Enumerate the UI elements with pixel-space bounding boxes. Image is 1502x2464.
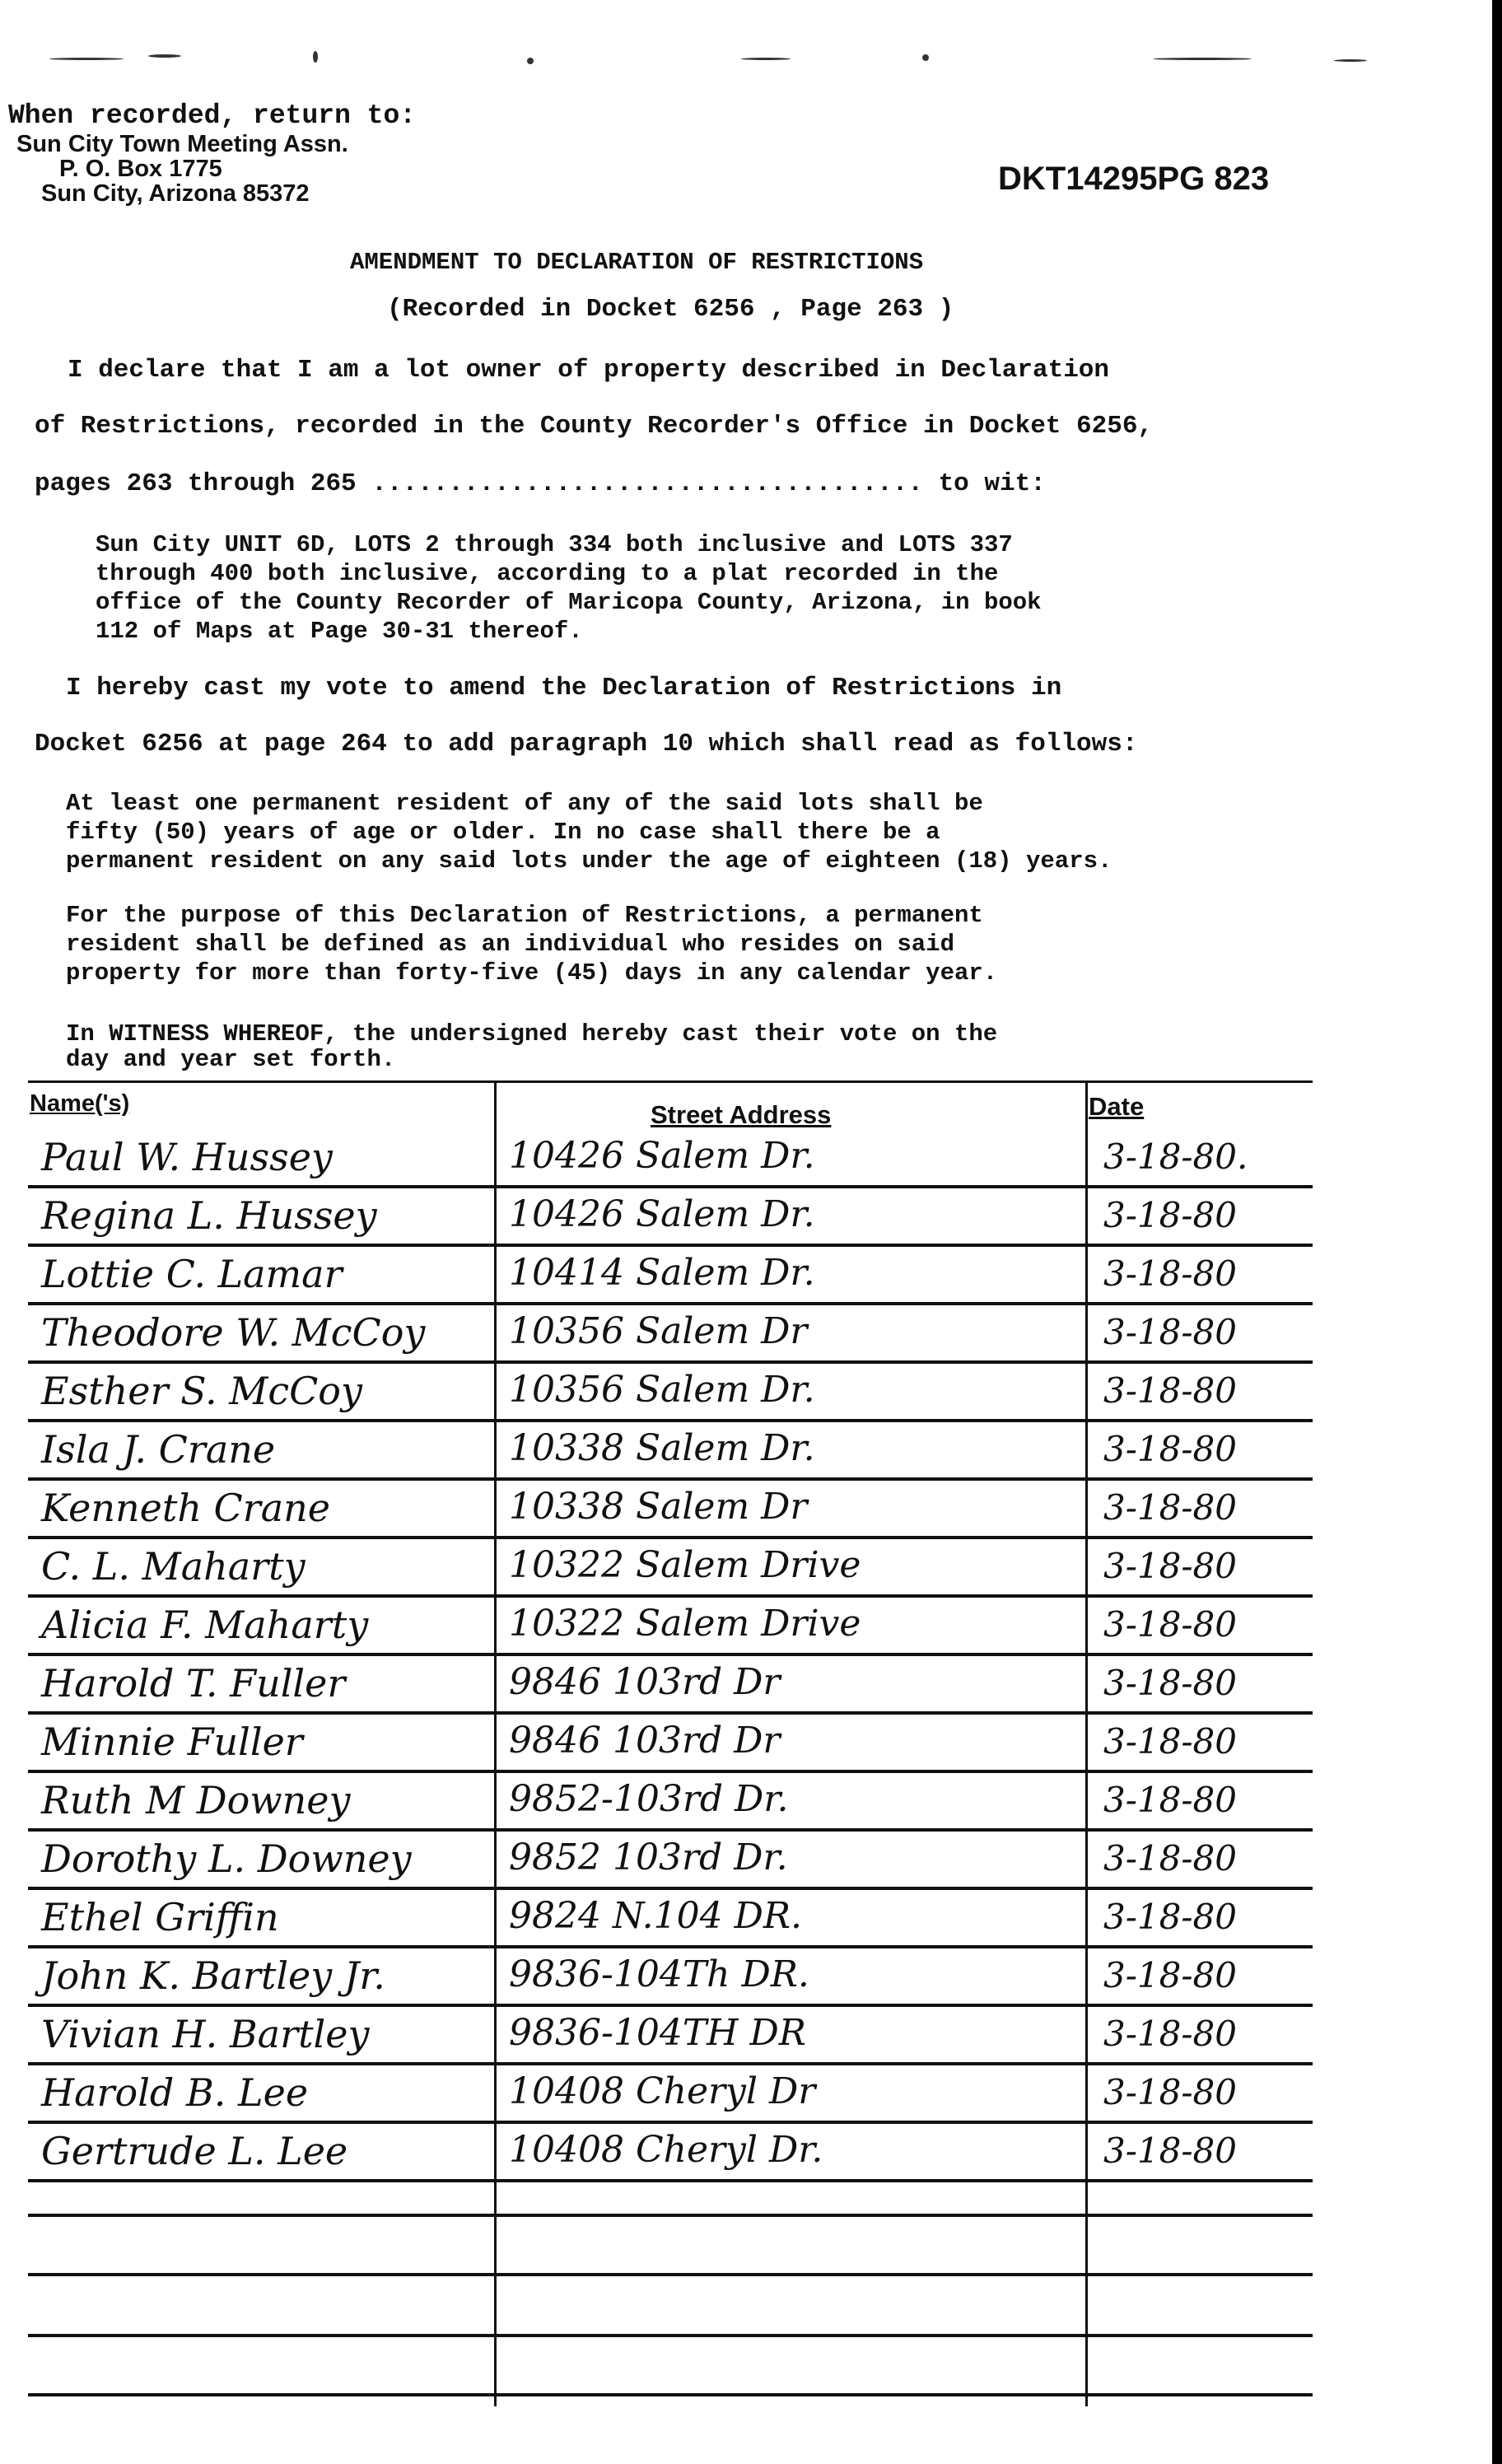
body-line: For the purpose of this Declaration of Restrictions, a permanent — [66, 902, 983, 929]
signature-date: 3-18-80 — [1103, 1780, 1237, 1820]
signature-address: 9852-103rd Dr. — [509, 1778, 789, 1820]
row-rule — [28, 1828, 1313, 1832]
row-rule — [28, 2062, 1313, 2065]
row-rule — [28, 2121, 1313, 2124]
witness-clause — [66, 1021, 997, 1072]
table-row — [0, 1190, 1318, 1248]
column-header-date: Date — [1089, 1092, 1145, 1121]
body-line: I hereby cast my vote to amend the Declaration of Restrictions in — [66, 674, 1062, 702]
blank-line — [28, 2214, 1313, 2217]
table-row — [0, 1892, 1318, 1950]
body-line: fifty (50) years of age or older. In no case shall there be a — [66, 819, 940, 846]
row-rule — [28, 2179, 1313, 2182]
signature-address: 10356 Salem Dr — [509, 1310, 808, 1352]
body-line: In WITNESS WHEREOF, the undersigned hereby cast their vote on the — [66, 1020, 998, 1048]
signature-name: C. L. Maharty — [41, 1544, 306, 1589]
signature-address: 10322 Salem Drive — [509, 1603, 861, 1645]
body-line: 112 of Maps at Page 30-31 thereof. — [96, 618, 583, 645]
docket-stamp: DKT14295PG 823 — [998, 161, 1270, 197]
table-row — [0, 2009, 1318, 2067]
signature-name: Lottie C. Lamar — [41, 1252, 343, 1296]
row-rule — [28, 1711, 1313, 1715]
document-subtitle: (Recorded in Docket 6256 , Page 263 ) — [387, 295, 954, 324]
body-line: property for more than forty-five (45) days in any calendar year. — [66, 959, 998, 987]
blank-line — [28, 2334, 1313, 2337]
signature-address: 9846 103rd Dr — [509, 1661, 781, 1703]
document-title: AMENDMENT TO DECLARATION OF RESTRICTIONS — [350, 249, 924, 276]
signature-address: 9836-104Th DR. — [509, 1953, 809, 1995]
signature-address: 9824 N.104 DR. — [509, 1895, 802, 1937]
signature-date: 3-18-80 — [1103, 1312, 1237, 1352]
scan-noise — [741, 58, 791, 60]
table-row — [0, 1132, 1318, 1190]
scan-noise — [148, 54, 181, 58]
row-rule — [28, 1770, 1313, 1773]
signature-address: 9852 103rd Dr. — [509, 1836, 788, 1878]
signature-name: Theodore W. McCoy — [41, 1310, 426, 1355]
signature-name: Alicia F. Maharty — [41, 1603, 369, 1647]
scan-noise — [527, 58, 534, 64]
address-line: Sun City Town Meeting Assn. — [16, 131, 348, 157]
signature-address: 10338 Salem Dr — [509, 1486, 808, 1528]
signature-address: 10426 Salem Dr. — [509, 1193, 815, 1235]
signature-address: 9836-104TH DR — [509, 2012, 806, 2054]
table-row — [0, 1599, 1318, 1658]
signature-name: Kenneth Crane — [41, 1486, 331, 1530]
row-rule — [28, 1653, 1313, 1656]
table-top-rule — [28, 1080, 1313, 1083]
column-header-name: Name('s) — [30, 1090, 130, 1117]
blank-line — [28, 2393, 1313, 2396]
signature-name: Paul W. Hussey — [41, 1135, 333, 1179]
signature-date: 3-18-80 — [1103, 1487, 1237, 1528]
signature-date: 3-18-80 — [1103, 1546, 1237, 1586]
signature-date: 3-18-80 — [1103, 1370, 1237, 1411]
body-line: resident shall be defined as an individual who resides on said — [66, 931, 954, 958]
signature-date: 3-18-80 — [1103, 1253, 1237, 1294]
signature-name: Gertrude L. Lee — [41, 2129, 348, 2173]
table-row — [0, 1775, 1318, 1833]
body-line: I declare that I am a lot owner of property described in Declaration — [68, 356, 1110, 385]
signature-name: Isla J. Crane — [41, 1427, 276, 1472]
signature-date: 3-18-80 — [1103, 1838, 1237, 1878]
body-line: permanent resident on any said lots under the age of eighteen (18) years. — [66, 847, 1113, 875]
table-row — [0, 1833, 1318, 1892]
signature-address: 10356 Salem Dr. — [509, 1369, 815, 1411]
body-line: through 400 both inclusive, according to a plat recorded in the — [96, 560, 999, 587]
blank-line — [28, 2273, 1313, 2276]
permanent-resident-definition — [66, 901, 997, 987]
scan-noise — [922, 54, 929, 61]
signature-name: Harold T. Fuller — [41, 1661, 346, 1706]
signature-date: 3-18-80. — [1103, 1136, 1248, 1177]
signature-name: Esther S. McCoy — [41, 1369, 362, 1413]
scan-noise — [49, 58, 124, 60]
table-row — [0, 1307, 1318, 1365]
table-row — [0, 2067, 1318, 2126]
body-line: of Restrictions, recorded in the County Recorder's Office in Docket 6256, — [35, 412, 1154, 441]
table-row — [0, 1658, 1318, 1716]
address-line: Sun City, Arizona 85372 — [41, 180, 310, 207]
body-line: Docket 6256 at page 264 to add paragraph 10 which shall read as follows: — [35, 730, 1138, 758]
row-rule — [28, 1185, 1313, 1188]
property-description — [96, 530, 1042, 646]
signature-date: 3-18-80 — [1103, 1897, 1237, 1937]
row-rule — [28, 1360, 1313, 1364]
signature-name: Minnie Fuller — [41, 1720, 303, 1764]
signature-name: Regina L. Hussey — [41, 1193, 377, 1238]
table-row — [0, 2126, 1318, 2184]
body-line: At least one permanent resident of any of the said lots shall be — [66, 790, 983, 817]
signature-date: 3-18-80 — [1103, 1195, 1237, 1235]
signature-date: 3-18-80 — [1103, 1429, 1237, 1469]
body-line: day and year set forth. — [66, 1046, 396, 1073]
signature-address: 10426 Salem Dr. — [509, 1135, 815, 1177]
body-line: pages 263 through 265 .................................... to wit: — [35, 469, 1046, 498]
signature-address: 10408 Cheryl Dr — [509, 2070, 816, 2112]
signature-name: John K. Bartley Jr. — [41, 1953, 385, 1998]
signature-date: 3-18-80 — [1103, 2014, 1237, 2054]
table-row — [0, 1541, 1318, 1599]
row-rule — [28, 1244, 1313, 1247]
signature-date: 3-18-80 — [1103, 1663, 1237, 1703]
scan-noise — [1153, 58, 1252, 60]
row-rule — [28, 1536, 1313, 1539]
row-rule — [28, 1302, 1313, 1305]
signature-date: 3-18-80 — [1103, 1721, 1237, 1762]
signature-date: 3-18-80 — [1103, 1955, 1237, 1995]
signature-address: 9846 103rd Dr — [509, 1720, 781, 1762]
signature-name: Ruth M Downey — [41, 1778, 351, 1822]
signature-date: 3-18-80 — [1103, 2130, 1237, 2171]
paragraph-10 — [66, 789, 1112, 875]
signature-address: 10414 Salem Dr. — [509, 1252, 815, 1294]
table-row — [0, 1482, 1318, 1541]
body-line: Sun City UNIT 6D, LOTS 2 through 334 both inclusive and LOTS 337 — [96, 531, 1013, 558]
signature-name: Ethel Griffin — [41, 1895, 279, 1939]
scan-noise — [1334, 59, 1367, 62]
row-rule — [28, 1419, 1313, 1422]
table-row — [0, 1716, 1318, 1775]
return-address — [16, 132, 348, 206]
signature-name: Dorothy L. Downey — [41, 1836, 412, 1881]
table-row — [0, 1248, 1318, 1307]
column-header-address: Street Address — [651, 1100, 832, 1129]
body-line: office of the County Recorder of Maricopa County, Arizona, in book — [96, 589, 1042, 616]
scan-noise — [313, 51, 318, 63]
address-line: P. O. Box 1775 — [59, 156, 222, 182]
row-rule — [28, 1887, 1313, 1890]
row-rule — [28, 1477, 1313, 1481]
row-rule — [28, 1945, 1313, 1948]
table-row — [0, 1365, 1318, 1424]
signature-name: Vivian H. Bartley — [41, 2012, 370, 2056]
signature-address: 10338 Salem Dr. — [509, 1427, 815, 1469]
table-row — [0, 1950, 1318, 2009]
row-rule — [28, 2004, 1313, 2007]
signature-address: 10322 Salem Drive — [509, 1544, 861, 1586]
signature-address: 10408 Cheryl Dr. — [509, 2129, 823, 2171]
signature-date: 3-18-80 — [1103, 2072, 1237, 2112]
row-rule — [28, 1594, 1313, 1598]
signature-name: Harold B. Lee — [41, 2070, 309, 2115]
return-label: When recorded, return to: — [8, 100, 417, 131]
table-row — [0, 1424, 1318, 1482]
signature-date: 3-18-80 — [1103, 1604, 1237, 1645]
